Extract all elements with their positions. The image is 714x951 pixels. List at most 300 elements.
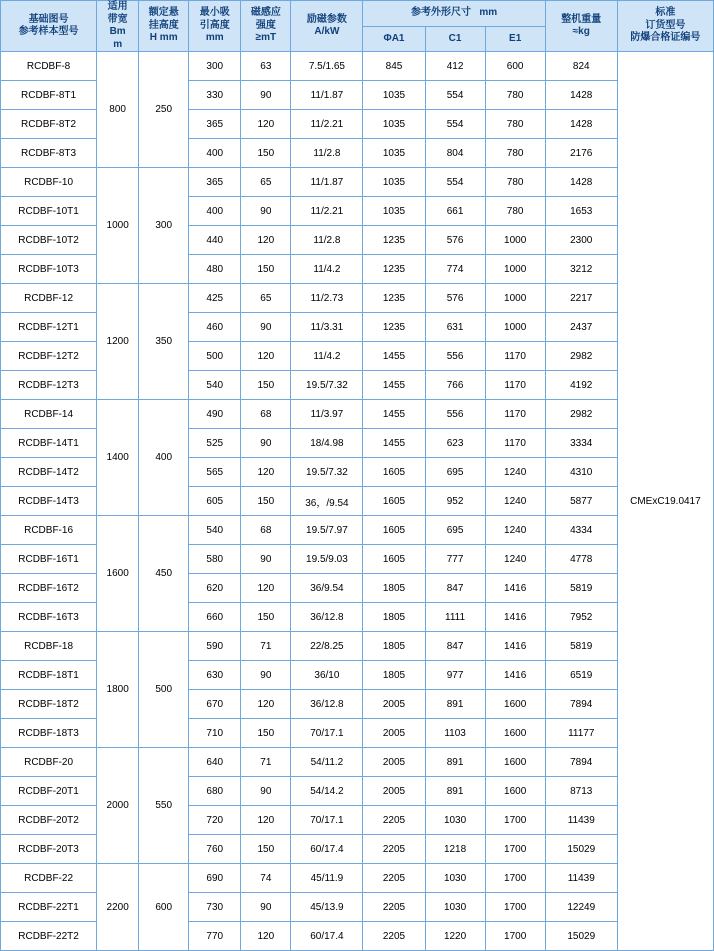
cell-hang-height: 350 [139, 284, 189, 400]
header-lift-line1: 最小吸 [199, 7, 230, 19]
cell-c1: 777 [425, 545, 485, 574]
cell-band-width: 2000 [97, 748, 139, 864]
cell-e1: 1600 [485, 719, 545, 748]
cell-fa1: 1805 [363, 632, 425, 661]
cell-hang-height: 300 [139, 168, 189, 284]
cell-lift-height: 640 [189, 748, 241, 777]
cell-excitation: 36/9.54 [291, 574, 363, 603]
cell-e1: 780 [485, 168, 545, 197]
table-body [1, 52, 714, 951]
cell-mag-strength: 150 [241, 371, 291, 400]
cell-fa1: 1805 [363, 574, 425, 603]
cell-excitation: 22/8.25 [291, 632, 363, 661]
cell-c1: 1111 [425, 603, 485, 632]
cell-model: RCDBF-10T3 [1, 255, 97, 284]
cell-excitation: 36，/9.54 [291, 487, 363, 516]
cell-excitation: 11/2.21 [291, 110, 363, 139]
cell-excitation: 36/12.8 [291, 690, 363, 719]
cell-weight: 7894 [545, 690, 617, 719]
cell-c1: 412 [425, 52, 485, 81]
cell-fa1: 2205 [363, 922, 425, 951]
cell-e1: 1416 [485, 574, 545, 603]
cell-mag-strength: 120 [241, 574, 291, 603]
cell-excitation: 11/4.2 [291, 342, 363, 371]
cell-c1: 661 [425, 197, 485, 226]
cell-excitation: 70/17.1 [291, 806, 363, 835]
cell-weight: 4334 [545, 516, 617, 545]
cell-fa1: 1035 [363, 197, 425, 226]
cell-excitation: 36/10 [291, 661, 363, 690]
cell-model: RCDBF-8T3 [1, 139, 97, 168]
cell-fa1: 1605 [363, 487, 425, 516]
cell-c1: 695 [425, 458, 485, 487]
cell-model: RCDBF-18T3 [1, 719, 97, 748]
cell-c1: 804 [425, 139, 485, 168]
cell-weight: 5819 [545, 574, 617, 603]
cell-fa1: 1605 [363, 516, 425, 545]
table-row [1, 632, 714, 661]
cell-mag-strength: 90 [241, 313, 291, 342]
cell-weight: 15029 [545, 922, 617, 951]
cell-e1: 1600 [485, 690, 545, 719]
cell-c1: 847 [425, 632, 485, 661]
cell-mag-strength: 120 [241, 342, 291, 371]
cell-model: RCDBF-16T2 [1, 574, 97, 603]
cell-e1: 780 [485, 197, 545, 226]
cell-weight: 3212 [545, 255, 617, 284]
cell-band-width: 1800 [97, 632, 139, 748]
cell-fa1: 2205 [363, 806, 425, 835]
cell-excitation: 11/2.21 [291, 197, 363, 226]
cell-weight: 12249 [545, 893, 617, 922]
table-row [1, 400, 714, 429]
header-model-line2: 参考样本型号 [18, 26, 79, 37]
header-hang-line1: 额定悬 [148, 7, 179, 19]
header-excitation-line2: A/kW [314, 26, 340, 37]
cell-model: RCDBF-18T2 [1, 690, 97, 719]
cell-e1: 1240 [485, 458, 545, 487]
cell-fa1: 1035 [363, 168, 425, 197]
cell-hang-height: 400 [139, 400, 189, 516]
cell-weight: 15029 [545, 835, 617, 864]
cell-fa1: 2005 [363, 748, 425, 777]
cell-e1: 1700 [485, 806, 545, 835]
header-excitation-line1: 励磁参数 [306, 13, 347, 25]
cell-lift-height: 525 [189, 429, 241, 458]
cell-model: RCDBF-14T3 [1, 487, 97, 516]
cell-mag-strength: 90 [241, 197, 291, 226]
header-mag-line2: 强度 [255, 19, 276, 31]
header-hang-line2: 挂高度 [148, 19, 179, 31]
cell-weight: 11439 [545, 864, 617, 893]
cell-mag-strength: 120 [241, 458, 291, 487]
cell-lift-height: 480 [189, 255, 241, 284]
cell-fa1: 1235 [363, 284, 425, 313]
cell-excitation: 19.5/9.03 [291, 545, 363, 574]
cell-model: RCDBF-14 [1, 400, 97, 429]
cell-c1: 556 [425, 342, 485, 371]
cell-band-width: 2200 [97, 864, 139, 951]
cell-model: RCDBF-8T2 [1, 110, 97, 139]
cell-fa1: 1035 [363, 81, 425, 110]
cell-lift-height: 365 [189, 110, 241, 139]
header-lift-line2: 引高度 [199, 19, 230, 31]
cell-mag-strength: 90 [241, 429, 291, 458]
cell-lift-height: 770 [189, 922, 241, 951]
cell-e1: 1240 [485, 487, 545, 516]
cell-model: RCDBF-22T2 [1, 922, 97, 951]
cell-excitation: 11/3.97 [291, 400, 363, 429]
cell-excitation: 60/17.4 [291, 922, 363, 951]
cell-band-width: 1000 [97, 168, 139, 284]
cell-fa1: 1805 [363, 603, 425, 632]
header-mag-strength [241, 1, 291, 52]
cell-lift-height: 460 [189, 313, 241, 342]
cell-c1: 1030 [425, 806, 485, 835]
cell-c1: 1030 [425, 864, 485, 893]
cell-e1: 1700 [485, 864, 545, 893]
header-band-line1: 适用 [107, 1, 128, 12]
cell-mag-strength: 65 [241, 284, 291, 313]
cell-mag-strength: 90 [241, 661, 291, 690]
cell-weight: 2437 [545, 313, 617, 342]
cell-lift-height: 670 [189, 690, 241, 719]
cell-c1: 576 [425, 284, 485, 313]
cell-excitation: 54/11.2 [291, 748, 363, 777]
header-hang-height [139, 1, 189, 52]
header-lift-line3: mm [205, 32, 224, 44]
cell-c1: 554 [425, 81, 485, 110]
cell-excitation: 60/17.4 [291, 835, 363, 864]
table-row [1, 516, 714, 545]
cell-mag-strength: 90 [241, 545, 291, 574]
cell-mag-strength: 90 [241, 81, 291, 110]
cell-model: RCDBF-18T1 [1, 661, 97, 690]
cell-model: RCDBF-8T1 [1, 81, 97, 110]
cell-lift-height: 690 [189, 864, 241, 893]
cell-lift-height: 330 [189, 81, 241, 110]
cell-excitation: 11/1.87 [291, 168, 363, 197]
cell-cert: CMExC19.0417 [617, 52, 713, 951]
cell-fa1: 1455 [363, 429, 425, 458]
cell-c1: 576 [425, 226, 485, 255]
cell-excitation: 70/17.1 [291, 719, 363, 748]
cell-mag-strength: 63 [241, 52, 291, 81]
cell-model: RCDBF-12 [1, 284, 97, 313]
cell-fa1: 1035 [363, 139, 425, 168]
cell-lift-height: 300 [189, 52, 241, 81]
table-row [1, 52, 714, 81]
cell-model: RCDBF-12T2 [1, 342, 97, 371]
cell-hang-height: 250 [139, 52, 189, 168]
cell-c1: 554 [425, 110, 485, 139]
cell-model: RCDBF-20T1 [1, 777, 97, 806]
cell-lift-height: 620 [189, 574, 241, 603]
cell-e1: 1700 [485, 893, 545, 922]
cell-excitation: 11/3.31 [291, 313, 363, 342]
cell-excitation: 45/13.9 [291, 893, 363, 922]
cell-lift-height: 590 [189, 632, 241, 661]
cell-excitation: 11/4.2 [291, 255, 363, 284]
cell-lift-height: 400 [189, 197, 241, 226]
header-cert-line3: 防爆合格证编号 [630, 32, 701, 44]
cell-fa1: 1455 [363, 342, 425, 371]
header-row-1 [1, 1, 714, 27]
cell-lift-height: 365 [189, 168, 241, 197]
cell-e1: 1000 [485, 313, 545, 342]
cell-weight: 1653 [545, 197, 617, 226]
cell-c1: 977 [425, 661, 485, 690]
header-c1: C1 [425, 26, 485, 52]
cell-weight: 3334 [545, 429, 617, 458]
cell-weight: 2982 [545, 342, 617, 371]
cell-weight: 4192 [545, 371, 617, 400]
cell-excitation: 11/2.8 [291, 139, 363, 168]
cell-fa1: 2005 [363, 690, 425, 719]
cell-weight: 2300 [545, 226, 617, 255]
cell-model: RCDBF-20 [1, 748, 97, 777]
cell-model: RCDBF-22T1 [1, 893, 97, 922]
header-weight [545, 1, 617, 52]
cell-c1: 554 [425, 168, 485, 197]
cell-c1: 766 [425, 371, 485, 400]
cell-mag-strength: 74 [241, 864, 291, 893]
cell-weight: 5877 [545, 487, 617, 516]
cell-c1: 1218 [425, 835, 485, 864]
cell-fa1: 2205 [363, 835, 425, 864]
cell-lift-height: 660 [189, 603, 241, 632]
cell-mag-strength: 150 [241, 719, 291, 748]
cell-model: RCDBF-20T2 [1, 806, 97, 835]
cell-c1: 891 [425, 690, 485, 719]
header-band-width [97, 1, 139, 52]
cell-model: RCDBF-22 [1, 864, 97, 893]
cell-excitation: 36/12.8 [291, 603, 363, 632]
header-mag-line1: 磁感应 [250, 7, 281, 19]
cell-excitation: 11/2.8 [291, 226, 363, 255]
cell-weight: 2982 [545, 400, 617, 429]
cell-excitation: 54/14.2 [291, 777, 363, 806]
header-excitation [291, 1, 363, 52]
cell-weight: 8713 [545, 777, 617, 806]
cell-fa1: 2205 [363, 893, 425, 922]
cell-weight: 2176 [545, 139, 617, 168]
cell-e1: 1600 [485, 777, 545, 806]
cell-model: RCDBF-10T2 [1, 226, 97, 255]
cell-c1: 847 [425, 574, 485, 603]
cell-fa1: 2205 [363, 864, 425, 893]
cell-excitation: 11/2.73 [291, 284, 363, 313]
cell-mag-strength: 150 [241, 603, 291, 632]
cell-e1: 1416 [485, 603, 545, 632]
cell-mag-strength: 90 [241, 777, 291, 806]
cell-lift-height: 490 [189, 400, 241, 429]
cell-model: RCDBF-14T2 [1, 458, 97, 487]
cell-lift-height: 680 [189, 777, 241, 806]
header-dimensions-unit: mm [479, 7, 498, 18]
cell-c1: 774 [425, 255, 485, 284]
cell-weight: 4310 [545, 458, 617, 487]
cell-weight: 2217 [545, 284, 617, 313]
cell-e1: 1700 [485, 835, 545, 864]
cell-fa1: 1605 [363, 545, 425, 574]
cell-weight: 1428 [545, 81, 617, 110]
cell-fa1: 1805 [363, 661, 425, 690]
cell-lift-height: 605 [189, 487, 241, 516]
cell-e1: 1416 [485, 661, 545, 690]
cell-hang-height: 500 [139, 632, 189, 748]
cell-mag-strength: 150 [241, 487, 291, 516]
cell-excitation: 7.5/1.65 [291, 52, 363, 81]
header-model [1, 1, 97, 52]
header-mag-line3: ≥mT [255, 32, 277, 44]
cell-excitation: 19.5/7.97 [291, 516, 363, 545]
cell-e1: 1240 [485, 516, 545, 545]
cell-weight: 11439 [545, 806, 617, 835]
cell-e1: 600 [485, 52, 545, 81]
cell-model: RCDBF-10T1 [1, 197, 97, 226]
cell-e1: 780 [485, 81, 545, 110]
cell-lift-height: 720 [189, 806, 241, 835]
cell-lift-height: 540 [189, 516, 241, 545]
cell-mag-strength: 71 [241, 632, 291, 661]
cell-e1: 1000 [485, 255, 545, 284]
cell-weight: 5819 [545, 632, 617, 661]
cell-mag-strength: 120 [241, 226, 291, 255]
cell-mag-strength: 150 [241, 255, 291, 284]
cell-mag-strength: 68 [241, 400, 291, 429]
cell-mag-strength: 150 [241, 139, 291, 168]
cell-c1: 1030 [425, 893, 485, 922]
table-row [1, 284, 714, 313]
cell-model: RCDBF-16T1 [1, 545, 97, 574]
cell-model: RCDBF-20T3 [1, 835, 97, 864]
cell-lift-height: 580 [189, 545, 241, 574]
header-dimensions-label: 参考外形尺寸 [411, 7, 471, 18]
cell-hang-height: 450 [139, 516, 189, 632]
cell-model: RCDBF-16 [1, 516, 97, 545]
cell-excitation: 19.5/7.32 [291, 371, 363, 400]
cell-fa1: 1235 [363, 226, 425, 255]
cell-c1: 623 [425, 429, 485, 458]
cell-model: RCDBF-14T1 [1, 429, 97, 458]
cell-c1: 1220 [425, 922, 485, 951]
cell-weight: 824 [545, 52, 617, 81]
table-row [1, 864, 714, 893]
cell-e1: 1170 [485, 371, 545, 400]
cell-lift-height: 730 [189, 893, 241, 922]
cell-fa1: 2005 [363, 777, 425, 806]
cell-e1: 1416 [485, 632, 545, 661]
header-band-line4: m [113, 38, 123, 50]
cell-excitation: 11/1.87 [291, 81, 363, 110]
cell-c1: 695 [425, 516, 485, 545]
cell-mag-strength: 65 [241, 168, 291, 197]
cell-model: RCDBF-16T3 [1, 603, 97, 632]
cell-weight: 1428 [545, 168, 617, 197]
cell-fa1: 1035 [363, 110, 425, 139]
cell-band-width: 1400 [97, 400, 139, 516]
cell-lift-height: 760 [189, 835, 241, 864]
cell-e1: 1170 [485, 342, 545, 371]
cell-mag-strength: 90 [241, 893, 291, 922]
cell-band-width: 1200 [97, 284, 139, 400]
cell-c1: 556 [425, 400, 485, 429]
cell-e1: 1240 [485, 545, 545, 574]
cell-lift-height: 500 [189, 342, 241, 371]
cell-lift-height: 710 [189, 719, 241, 748]
cell-lift-height: 400 [189, 139, 241, 168]
cell-mag-strength: 120 [241, 922, 291, 951]
cell-fa1: 1455 [363, 371, 425, 400]
cell-weight: 1428 [545, 110, 617, 139]
cell-model: RCDBF-12T1 [1, 313, 97, 342]
cell-c1: 631 [425, 313, 485, 342]
table-row [1, 748, 714, 777]
cell-excitation: 19.5/7.32 [291, 458, 363, 487]
table-header [1, 1, 714, 52]
cell-mag-strength: 120 [241, 806, 291, 835]
cell-lift-height: 630 [189, 661, 241, 690]
cell-weight: 6519 [545, 661, 617, 690]
cell-hang-height: 550 [139, 748, 189, 864]
cell-e1: 780 [485, 110, 545, 139]
cell-fa1: 1235 [363, 313, 425, 342]
cell-e1: 1170 [485, 429, 545, 458]
cell-e1: 1600 [485, 748, 545, 777]
header-weight-line2: ≈kg [572, 26, 590, 37]
cell-lift-height: 565 [189, 458, 241, 487]
header-e1: E1 [485, 26, 545, 52]
header-cert-line2: 订货型号 [645, 19, 686, 31]
table-row [1, 168, 714, 197]
cell-weight: 7894 [545, 748, 617, 777]
header-dimensions [363, 1, 545, 27]
cell-e1: 780 [485, 139, 545, 168]
cell-lift-height: 425 [189, 284, 241, 313]
cell-band-width: 1600 [97, 516, 139, 632]
cell-model: RCDBF-8 [1, 52, 97, 81]
header-band-line3: Bm [109, 26, 126, 37]
cell-e1: 1170 [485, 400, 545, 429]
cell-e1: 1000 [485, 284, 545, 313]
cell-excitation: 45/11.9 [291, 864, 363, 893]
cell-fa1: 2005 [363, 719, 425, 748]
cell-weight: 4778 [545, 545, 617, 574]
cell-fa1: 1605 [363, 458, 425, 487]
cell-c1: 891 [425, 748, 485, 777]
cell-weight: 7952 [545, 603, 617, 632]
cell-mag-strength: 150 [241, 835, 291, 864]
header-cert [617, 1, 713, 52]
cell-c1: 952 [425, 487, 485, 516]
cell-model: RCDBF-10 [1, 168, 97, 197]
cell-fa1: 1235 [363, 255, 425, 284]
header-lift-height [189, 1, 241, 52]
cell-c1: 891 [425, 777, 485, 806]
cell-lift-height: 540 [189, 371, 241, 400]
header-model-line1: 基础图号 [28, 13, 69, 25]
cell-excitation: 18/4.98 [291, 429, 363, 458]
cell-lift-height: 440 [189, 226, 241, 255]
cell-fa1: 845 [363, 52, 425, 81]
header-band-line2: 带宽 [107, 13, 128, 25]
cell-mag-strength: 68 [241, 516, 291, 545]
cell-e1: 1700 [485, 922, 545, 951]
cell-band-width: 800 [97, 52, 139, 168]
header-weight-line1: 整机重量 [561, 13, 602, 25]
cell-weight: 11177 [545, 719, 617, 748]
